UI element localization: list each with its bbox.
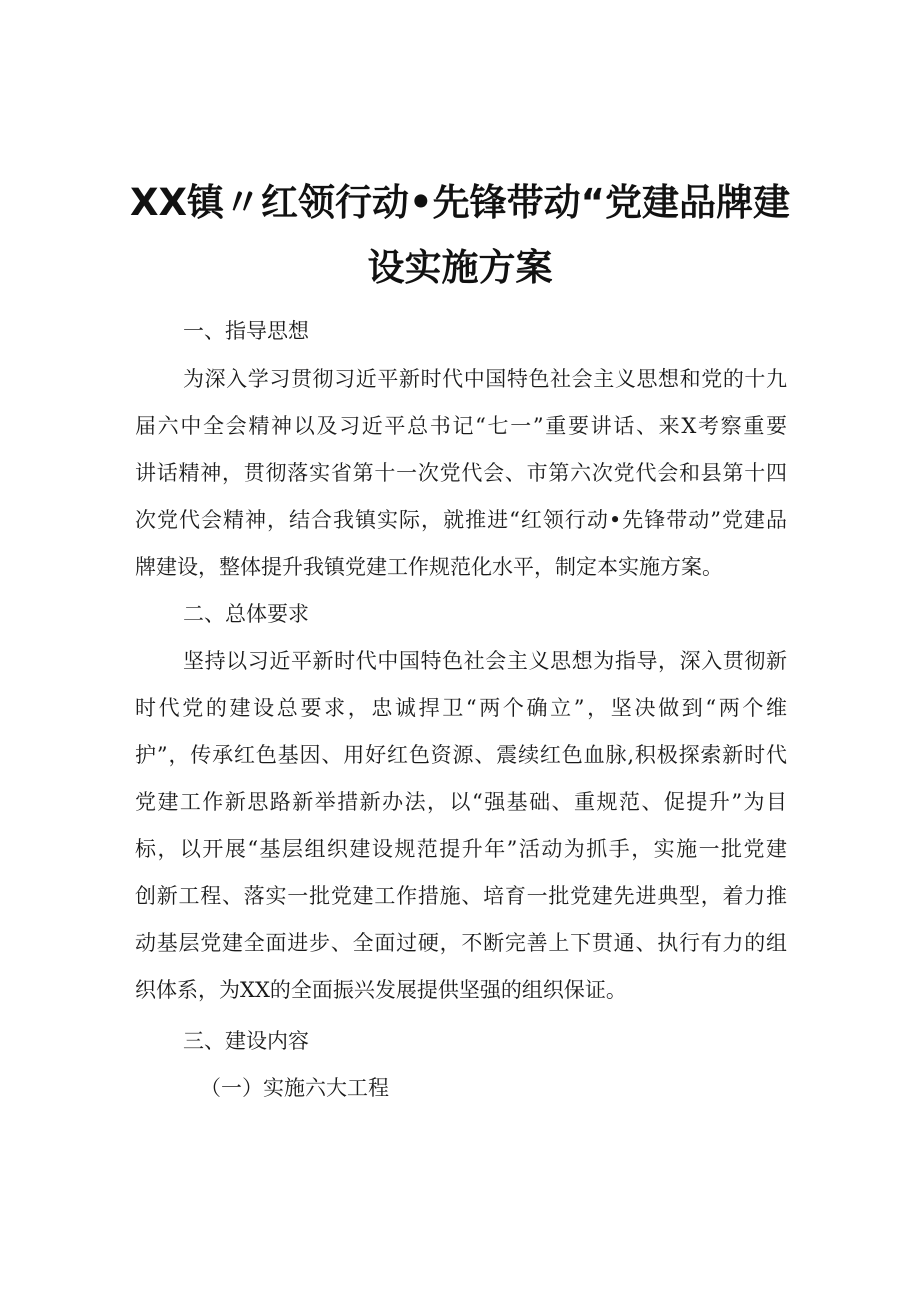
section-2-paragraph-line: 时代党的建设总要求，忠诚捍卫“两个确立”，坚决做到“两个维	[135, 696, 787, 720]
document-title-line-2: 设实施方案	[367, 246, 553, 289]
section-1-paragraph-last-line: 牌建设，整体提升我镇党建工作规范化水平，制定本实施方案。	[135, 555, 723, 579]
section-1-paragraph-line: 届六中全会精神以及习近平总书记“七一”重要讲话、来X考察重要	[135, 414, 787, 438]
section-2-paragraph-line: 标，以开展“基层组织建设规范提升年”活动为抓手，实施一批党建	[135, 837, 787, 861]
section-3-subheading: （一）实施六大工程	[200, 1076, 389, 1100]
section-1-heading: 一、指导思想	[183, 319, 309, 343]
section-2-paragraph-line: 创新工程、落实一批党建工作措施、培育一批党建先进典型，着力推	[135, 884, 787, 908]
section-2-heading: 二、总体要求	[183, 602, 309, 626]
section-2-paragraph-line: 护”，传承红色基因、用好红色资源、震续红色血脉,积极探索新时代	[135, 743, 787, 767]
section-2-paragraph-line: 党建工作新思路新举措新办法，以“强基础、重规范、促提升”为目	[135, 790, 787, 814]
section-1-paragraph-line: 为深入学习贯彻习近平新时代中国特色社会主义思想和党的十九	[183, 367, 787, 391]
document-title-line-1: XX镇〃红领行动•先锋带动“党建品牌建	[129, 181, 791, 224]
section-2-paragraph-last-line: 织体系，为XX的全面振兴发展提供坚强的组织保证。	[135, 978, 627, 1002]
section-3-heading: 三、建设内容	[183, 1029, 309, 1053]
section-2-paragraph-line: 坚持以习近平新时代中国特色社会主义思想为指导，深入贯彻新	[183, 649, 787, 673]
section-1-paragraph-line: 讲话精神，贯彻落实省第十一次党代会、市第六次党代会和县第十四	[135, 461, 787, 485]
section-1-paragraph-line: 次党代会精神，结合我镇实际，就推进“红领行动•先锋带动”党建品	[135, 508, 787, 532]
section-2-paragraph-line: 动基层党建全面进步、全面过硬，不断完善上下贯通、执行有力的组	[135, 931, 787, 955]
